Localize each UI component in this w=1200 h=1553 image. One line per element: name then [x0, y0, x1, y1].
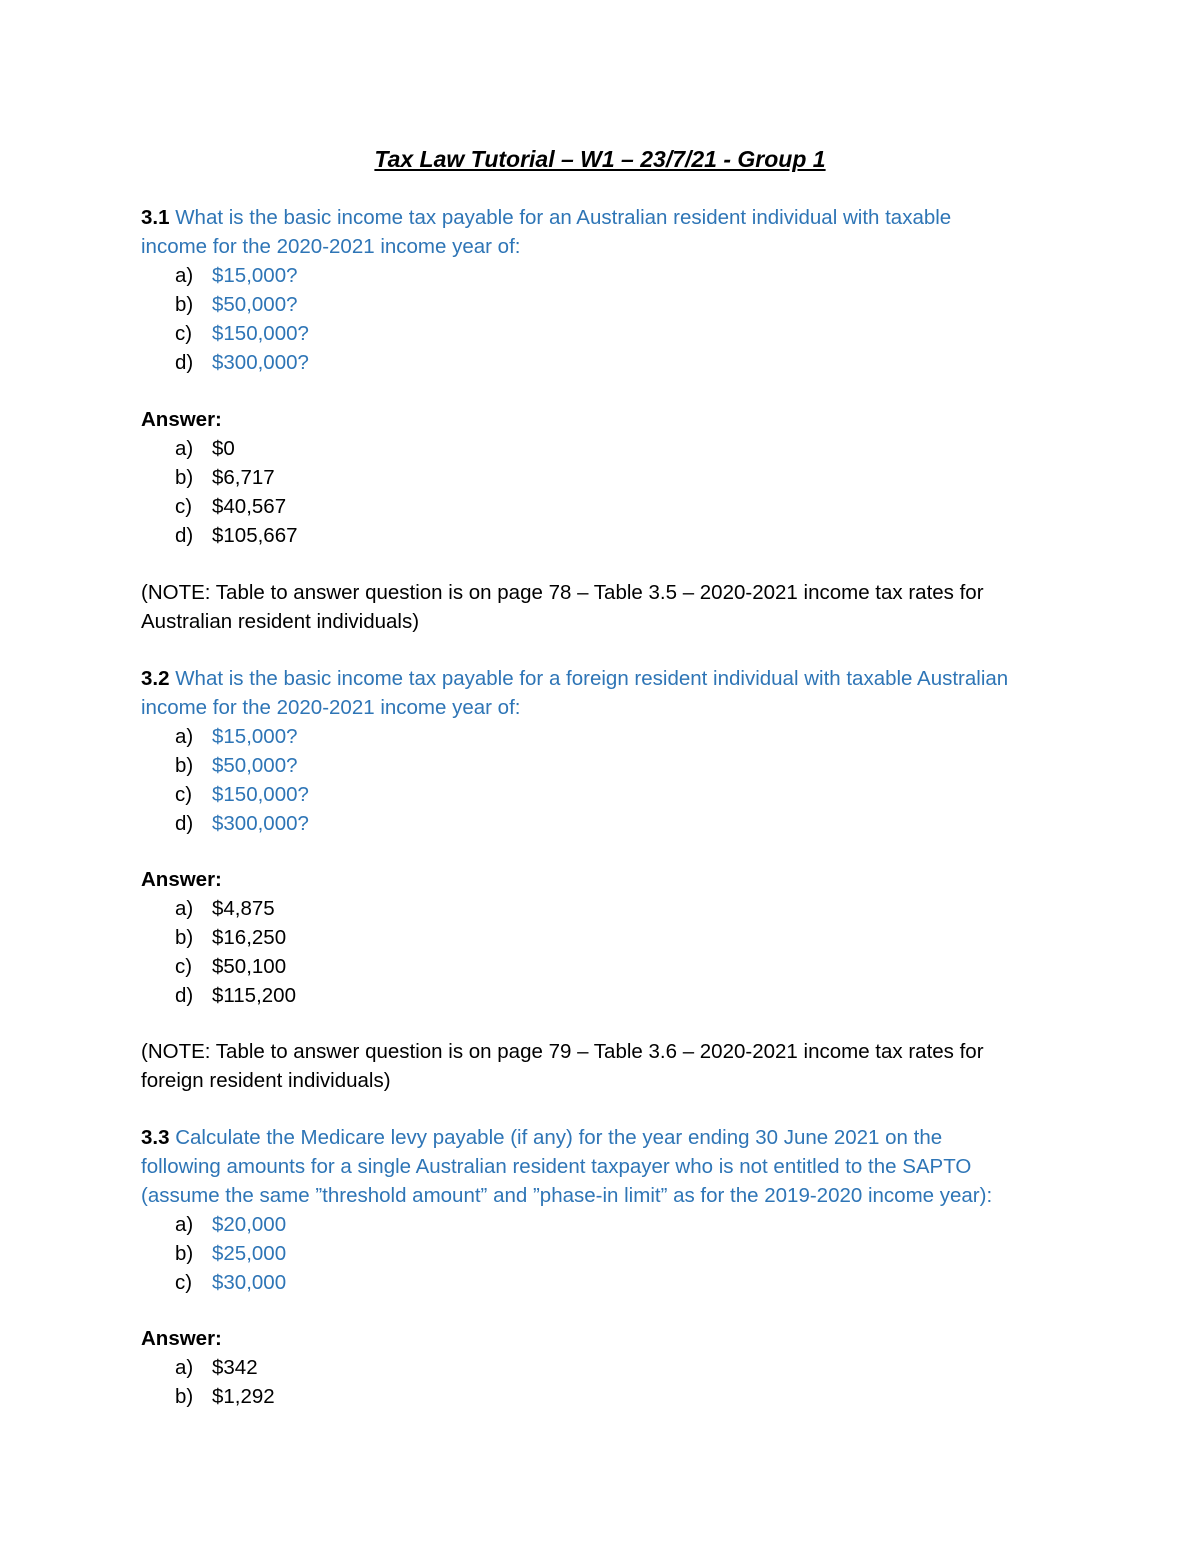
note-line-1: (NOTE: Table to answer question is on page 79 – Table 3.6 – 2020-2021 income tax rates for: [141, 1040, 984, 1063]
answer-item: a) $4,875: [175, 897, 275, 920]
answer-3-1: [141, 405, 1071, 550]
question-text: What is the basic income tax payable for an Australian resident individual with taxable: [175, 206, 952, 229]
answer-3-2: [141, 865, 1071, 1010]
answer-label: Answer:: [141, 1327, 222, 1350]
question-3-3-options: [141, 1210, 1071, 1297]
question-3-3-line-2: following amounts for a single Australian resident taxpayer who is not entitled to the SAPTO: [141, 1155, 972, 1178]
answer-item: c) $50,100: [175, 955, 287, 978]
note-3-2: [141, 1037, 1071, 1095]
answer-3-1-list: [141, 434, 1071, 550]
question-text: What is the basic income tax payable for a foreign resident individual with taxable Australian: [175, 667, 1009, 690]
document-title: Tax Law Tutorial – W1 – 23/7/21 - Group 1: [374, 146, 826, 172]
note-line-2: Australian resident individuals): [141, 610, 420, 633]
note-line-2: foreign resident individuals): [141, 1069, 391, 1092]
question-number: 3.3: [141, 1126, 170, 1149]
question-number: 3.2: [141, 667, 170, 690]
answer-label: Answer:: [141, 868, 222, 891]
option-item: b) $25,000: [175, 1242, 287, 1265]
option-item: a) $15,000?: [175, 725, 298, 748]
question-3-1-line-2: income for the 2020-2021 income year of:: [141, 235, 521, 258]
option-item: a) $20,000: [175, 1213, 287, 1236]
question-text: Calculate the Medicare levy payable (if any) for the year ending 30 June 2021 on the: [175, 1126, 943, 1149]
option-item: c) $150,000?: [175, 322, 309, 345]
question-3-1-options: [141, 261, 1071, 377]
answer-item: d) $105,667: [175, 524, 298, 547]
question-3-2-line-2: income for the 2020-2021 income year of:: [141, 696, 521, 719]
answer-item: a) $342: [175, 1356, 258, 1379]
question-3-3: [141, 1123, 1071, 1297]
option-item: a) $15,000?: [175, 264, 298, 287]
answer-item: d) $115,200: [175, 984, 296, 1007]
answer-item: b) $16,250: [175, 926, 287, 949]
option-item: d) $300,000?: [175, 351, 309, 374]
question-3-3-line-1: [141, 1123, 1071, 1152]
option-item: b) $50,000?: [175, 293, 298, 316]
question-3-2-options: [141, 722, 1071, 838]
question-3-1: [141, 203, 1071, 377]
option-item: b) $50,000?: [175, 754, 298, 777]
option-item: d) $300,000?: [175, 812, 309, 835]
option-item: c) $30,000: [175, 1271, 287, 1294]
answer-3-3-list: [141, 1353, 1071, 1411]
answer-item: a) $0: [175, 437, 235, 460]
answer-3-3: [141, 1324, 1071, 1411]
question-3-3-line-3: (assume the same ”threshold amount” and ”phase-in limit” as for the 2019-2020 income year):: [141, 1184, 993, 1207]
question-3-2-line-1: [141, 664, 1071, 693]
question-3-2: [141, 664, 1071, 838]
answer-3-2-list: [141, 894, 1071, 1010]
note-line-1: (NOTE: Table to answer question is on page 78 – Table 3.5 – 2020-2021 income tax rates for: [141, 581, 984, 604]
answer-label: Answer:: [141, 408, 222, 431]
option-item: c) $150,000?: [175, 783, 309, 806]
answer-item: b) $6,717: [175, 466, 275, 489]
note-3-1: [141, 578, 1071, 636]
question-number: 3.1: [141, 206, 170, 229]
question-3-1-line-1: [141, 203, 1071, 232]
answer-item: b) $1,292: [175, 1385, 275, 1408]
answer-item: c) $40,567: [175, 495, 287, 518]
